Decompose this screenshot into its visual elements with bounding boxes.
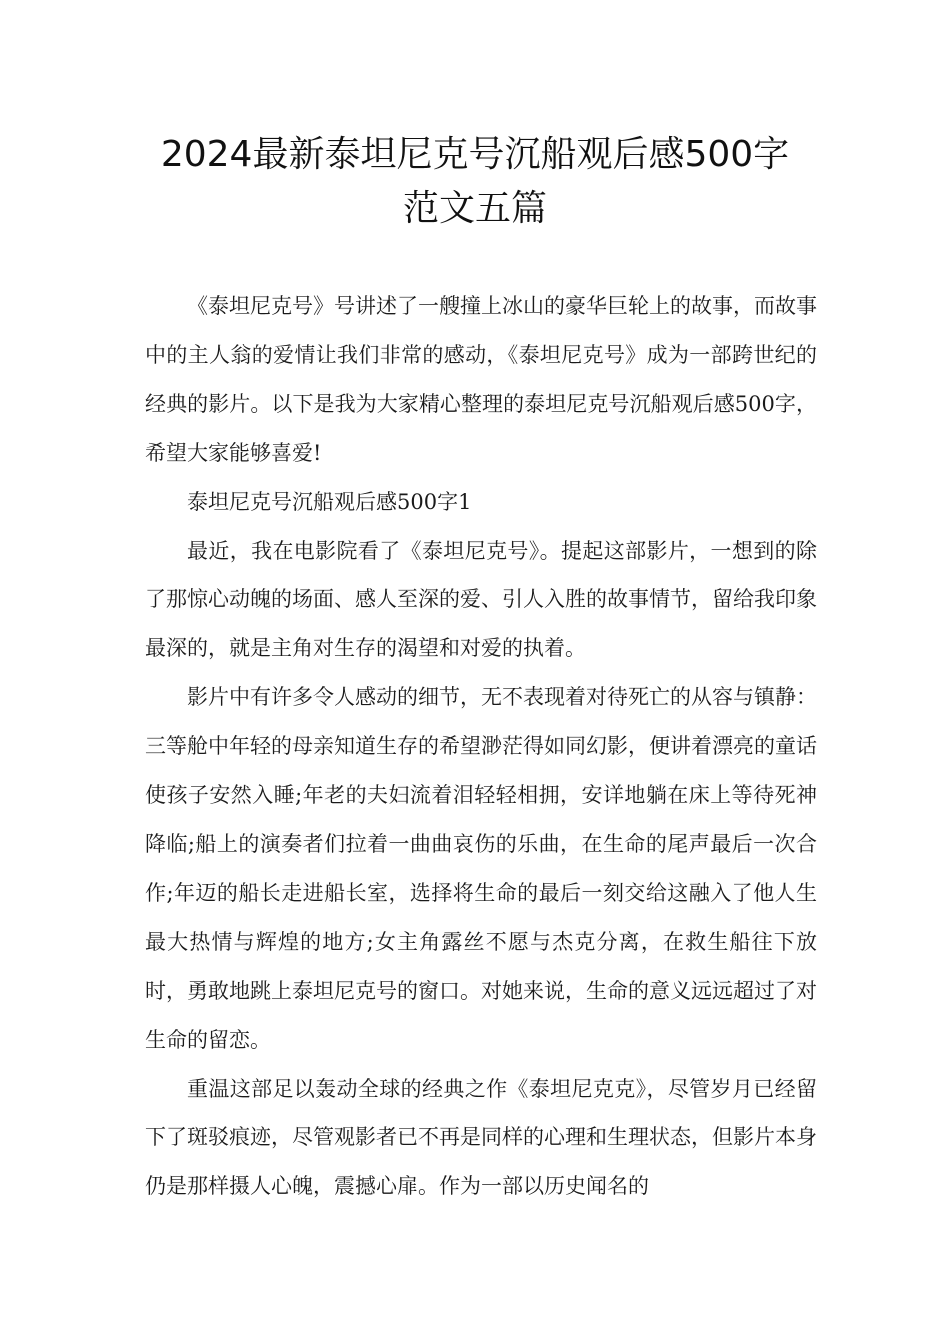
body-paragraph: 重温这部足以轰动全球的经典之作《泰坦尼克克》，尽管岁月已经留下了斑驳痕迹，尽管观影者已不再是同样的心理和生理状态，但影片本身仍是那样摄人心魄，震撼心扉。作为一部以历史闻名的 — [145, 1076, 817, 1199]
title-line-1: 2024最新泰坦尼克号沉船观后感500字 — [160, 134, 790, 175]
document-body — [145, 282, 817, 1211]
section-heading: 泰坦尼克号沉船观后感500字1 — [187, 489, 472, 514]
body-paragraph: 最近，我在电影院看了《泰坦尼克号》。提起这部影片，一想到的除了那惊心动魄的场面、感人至深的爱、引人入胜的故事情节，留给我印象最深的，就是主角对生存的渴望和对爱的执着。 — [145, 538, 817, 661]
document-title — [0, 128, 950, 236]
title-line-2: 范文五篇 — [402, 188, 547, 229]
intro-paragraph: 《泰坦尼克号》号讲述了一艘撞上冰山的豪华巨轮上的故事，而故事中的主人翁的爱情让我们非常的感动，《泰坦尼克号》成为一部跨世纪的经典的影片。以下是我为大家精心整理的泰坦尼克号沉船观后感500字，希望大家能够喜爱! — [145, 294, 817, 465]
body-paragraph: 影片中有许多令人感动的细节，无不表现着对待死亡的从容与镇静：三等舱中年轻的母亲知道生存的希望渺茫得如同幻影，便讲着漂亮的童话使孩子安然入睡;年老的夫妇流着泪轻轻相拥，安详地躺在床上等待死神降临;船上的演奏者们拉着一曲曲哀伤的乐曲，在生命的尾声最后一次合作;年迈的船长走进船长室，选择将生命的最后一刻交给这融入了他人生最大热情与辉煌的地方;女主角露丝不愿与杰克分离，在救生船往下放时，勇敢地跳上泰坦尼克号的窗口。对她来说，生命的意义远远超过了对生命的留恋。 — [145, 685, 817, 1052]
